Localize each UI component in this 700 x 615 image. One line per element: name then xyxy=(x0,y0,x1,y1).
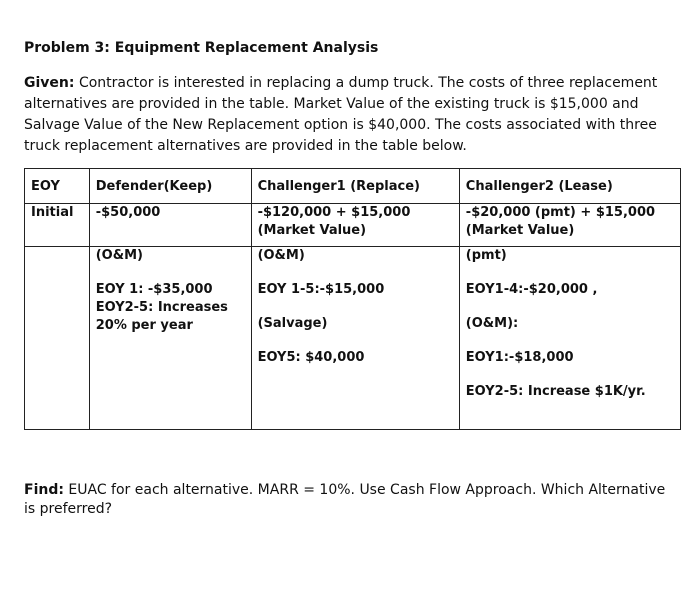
cost-table xyxy=(24,168,681,430)
given-text: Contractor is interested in replacing a dump truck. The costs of three replacement alternatives are provided in the table. Market Value of the existing truck is $15,000 and Salvage Value of the New Replacement option is $40,000. The costs associated with three truck replacement alternatives are provided in the table below. xyxy=(24,75,658,154)
c1-salvage-value: EOY5: $40,000 xyxy=(257,350,365,365)
c2-pmt-value: EOY1-4:-$20,000 , xyxy=(465,282,598,297)
c1-initial-line2: (Market Value) xyxy=(257,223,367,238)
given-paragraph xyxy=(24,73,674,157)
c1-om-value: EOY 1-5:-$15,000 xyxy=(257,282,385,297)
cell-defender-annual xyxy=(89,247,251,430)
defender-increase: 20% per year xyxy=(95,318,193,333)
c2-pmt-label: (pmt) xyxy=(465,248,507,263)
defender-om-label: (O&M) xyxy=(95,248,143,263)
header-eoy: EOY xyxy=(25,169,90,204)
c2-initial-line1: -$20,000 (pmt) + $15,000 xyxy=(465,205,656,220)
cell-challenger1-annual xyxy=(251,247,459,430)
c1-om-label: (O&M) xyxy=(257,248,305,263)
c1-initial-line1: -$120,000 + $15,000 xyxy=(257,205,411,220)
find-paragraph xyxy=(24,481,679,519)
cell-challenger2-initial xyxy=(459,204,680,247)
cell-eoy-annual xyxy=(25,247,90,430)
table-row-annual xyxy=(25,247,681,430)
given-label: Given: xyxy=(24,75,75,91)
defender-eoy2-5: EOY2-5: Increases xyxy=(95,300,228,315)
cell-defender-initial: -$50,000 xyxy=(89,204,251,247)
c2-om-eoy1: EOY1:-$18,000 xyxy=(465,350,574,365)
c2-om-label: (O&M): xyxy=(465,316,519,331)
defender-eoy1: EOY 1: -$35,000 xyxy=(95,282,213,297)
cell-challenger2-annual xyxy=(459,247,680,430)
header-challenger1: Challenger1 (Replace) xyxy=(251,169,459,204)
header-challenger2: Challenger2 (Lease) xyxy=(459,169,680,204)
find-text: EUAC for each alternative. MARR = 10%. Use Cash Flow Approach. Which Alternative is preferred? xyxy=(24,482,666,517)
c2-initial-line2: (Market Value) xyxy=(465,223,575,238)
c1-salvage-label: (Salvage) xyxy=(257,316,328,331)
problem-title: Problem 3: Equipment Replacement Analysis xyxy=(24,40,379,56)
table-row-initial xyxy=(25,204,681,247)
c2-om-eoy2-5: EOY2-5: Increase $1K/yr. xyxy=(465,384,646,399)
table-header-row xyxy=(25,169,681,204)
cell-challenger1-initial xyxy=(251,204,459,247)
cell-eoy-initial: Initial xyxy=(25,204,90,247)
header-defender: Defender(Keep) xyxy=(89,169,251,204)
find-label: Find: xyxy=(24,482,64,498)
